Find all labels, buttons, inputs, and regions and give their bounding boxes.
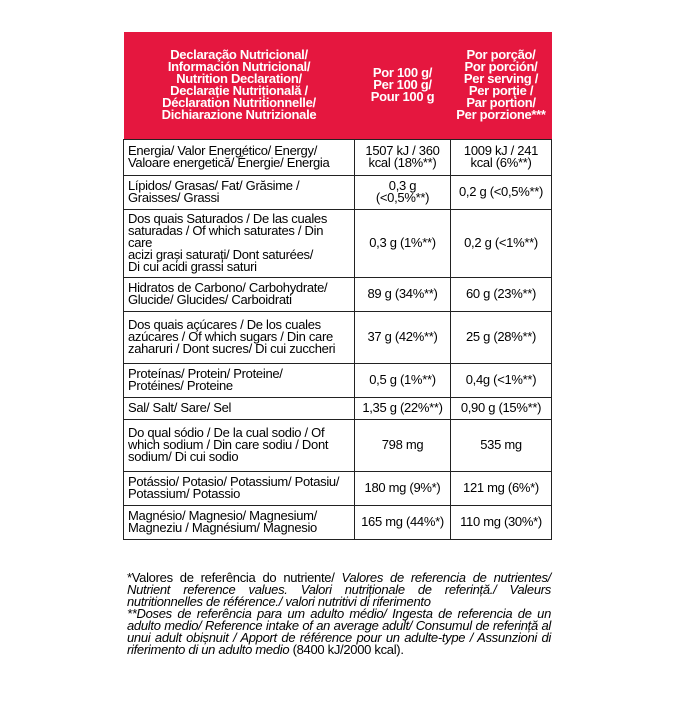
value-per-portion xyxy=(451,505,552,539)
nutrient-name-line: Do qual sódio / De la cual sodio / Of xyxy=(128,425,325,440)
nutrient-name-line: Protéines/ Proteine xyxy=(128,378,233,393)
value-per-100g-line: 0,5 g (1%**) xyxy=(369,372,436,387)
per-100g-line: Per 100 g/ xyxy=(373,77,432,93)
value-per-portion-line: 121 mg (6%*) xyxy=(463,480,539,495)
value-per-100g xyxy=(355,363,451,397)
declaration-line: Declaração Nutricional/ xyxy=(170,47,308,63)
value-per-portion-line: kcal (6%**) xyxy=(470,155,532,170)
value-per-portion-line: 25 g (28%**) xyxy=(465,329,537,344)
value-per-100g xyxy=(355,277,451,311)
nutrient-name-line: zaharuri / Dont sucres/ Di cui zuccheri xyxy=(128,341,336,356)
nutrient-name-line: saturadas / Of which saturates / Din care xyxy=(128,223,324,250)
table-row xyxy=(124,139,552,175)
nutrient-name xyxy=(124,139,355,175)
value-per-portion-line: 0,4g (<1%**) xyxy=(465,372,537,387)
nutrient-name-line: Magnésio/ Magnesio/ Magnesium/ xyxy=(128,508,317,523)
header-declaration xyxy=(124,32,355,139)
value-per-100g xyxy=(355,175,451,209)
footnote-double-end: (8400 kJ/2000 kcal). xyxy=(289,642,404,657)
nutrient-name xyxy=(124,277,355,311)
value-per-portion xyxy=(451,209,552,277)
table-row xyxy=(124,209,552,277)
footnote-single-asterisk xyxy=(127,572,551,608)
per-portion-line: Por porção/ xyxy=(466,47,536,63)
nutrient-name-line: Dos quais açúcares / De los cuales xyxy=(128,317,321,332)
value-per-100g-line: 1,35 g (22%**) xyxy=(362,400,443,415)
per-portion-line: Per porzione*** xyxy=(456,107,546,123)
value-per-100g xyxy=(355,419,451,471)
footnote-double-asterisk xyxy=(127,608,551,656)
nutrient-name-line: Proteínas/ Protein/ Proteine/ xyxy=(128,366,283,381)
nutrient-name-line: Dos quais Saturados / De las cuales xyxy=(128,211,328,226)
value-per-100g xyxy=(355,209,451,277)
nutrient-name-line: Di cui acidi grassi saturi xyxy=(128,259,257,274)
nutrient-name-line: Glucide/ Glucides/ Carboidrati xyxy=(128,292,292,307)
value-per-portion xyxy=(451,175,552,209)
footnote-single-italic: Valores de referencia de nutrientes/ Nutrient reference values. Valori nutriționale de referință./ Valeurs nutritionnelles de référence./ valori nutritivi di riferimento xyxy=(127,570,551,609)
value-per-100g-line: kcal (18%**) xyxy=(368,155,437,170)
value-per-100g-line: 798 mg xyxy=(381,437,424,452)
table-row xyxy=(124,419,552,471)
table-row xyxy=(124,277,552,311)
value-per-100g-line: (<0,5%**) xyxy=(375,190,430,205)
nutrient-name-line: Lípidos/ Grasas/ Fat/ Grăsime / xyxy=(128,178,300,193)
value-per-100g-line: 37 g (42%**) xyxy=(367,329,438,344)
nutrient-name xyxy=(124,471,355,505)
nutrient-name-line: Valoare energetică/ Énergie/ Energia xyxy=(128,155,330,170)
table-row xyxy=(124,397,552,419)
value-per-portion-line: 110 mg (30%*) xyxy=(460,514,542,529)
value-per-portion xyxy=(451,419,552,471)
value-per-100g-line: 165 mg (44%*) xyxy=(361,514,444,529)
declaration-line: Nutrition Declaration/ xyxy=(176,71,302,87)
value-per-portion xyxy=(451,397,552,419)
nutrient-name-line: Potássio/ Potasio/ Potassium/ Potasiu/ xyxy=(128,474,340,489)
per-portion-line: Por porción/ xyxy=(464,59,538,75)
value-per-portion-line: 535 mg xyxy=(480,437,522,452)
value-per-100g-line: 0,3 g (1%**) xyxy=(369,235,436,250)
table-body xyxy=(124,139,552,539)
per-100g-line: Por 100 g/ xyxy=(372,65,433,81)
nutrient-name-line: Energia/ Valor Energético/ Energy/ xyxy=(128,143,318,158)
value-per-100g-line: 180 mg (9%*) xyxy=(364,480,441,495)
nutrient-name xyxy=(124,363,355,397)
per-100g-line: Pour 100 g xyxy=(370,89,435,105)
nutrient-name-line: Hidratos de Carbono/ Carbohydrate/ xyxy=(128,280,328,295)
nutrition-table xyxy=(123,32,552,540)
value-per-100g xyxy=(355,311,451,363)
nutrient-name xyxy=(124,175,355,209)
table-row xyxy=(124,175,552,209)
value-per-portion-line: 0,2 g (<0,5%**) xyxy=(458,184,544,199)
nutrition-label xyxy=(123,32,551,540)
value-per-portion xyxy=(451,363,552,397)
value-per-portion xyxy=(451,139,552,175)
value-per-100g xyxy=(355,505,451,539)
table-row xyxy=(124,471,552,505)
nutrient-name xyxy=(124,419,355,471)
declaration-line: Información Nutricional/ xyxy=(167,59,311,75)
nutrient-name-line: Sal/ Salt/ Sare/ Sel xyxy=(128,400,232,415)
nutrient-name-line: azúcares / Of which sugars / Din care xyxy=(128,329,333,344)
value-per-100g xyxy=(355,139,451,175)
declaration-line: Declarație Nutrițională / xyxy=(170,83,308,99)
value-per-portion-line: 60 g (23%**) xyxy=(465,286,537,301)
nutrient-name xyxy=(124,311,355,363)
footnotes xyxy=(127,572,551,656)
value-per-portion xyxy=(451,277,552,311)
table-row xyxy=(124,363,552,397)
nutrient-name-line: Graisses/ Grassi xyxy=(128,190,220,205)
value-per-100g-line: 0,3 g xyxy=(388,178,417,193)
value-per-100g xyxy=(355,471,451,505)
value-per-100g xyxy=(355,397,451,419)
value-per-100g-line: 89 g (34%**) xyxy=(367,286,438,301)
nutrient-name-line: acizi grași saturați/ Dont saturées/ xyxy=(128,247,314,262)
per-portion-line: Per serving / xyxy=(463,71,539,87)
nutrient-name xyxy=(124,397,355,419)
table-header-row xyxy=(124,32,552,139)
nutrient-name-line: Magneziu / Magnésium/ Magnesio xyxy=(128,520,317,535)
header-per-100g xyxy=(355,32,451,139)
declaration-line: Déclaration Nutritionnelle/ xyxy=(162,95,316,111)
value-per-portion-line: 0,2 g (<1%**) xyxy=(464,235,538,250)
nutrient-name-line: sodium/ Di cui sodio xyxy=(128,449,239,464)
footnote-double-italic: **Doses de referência para um adulto médio/ Ingesta de referencia de un adulto medio/ Reference intake of an average adult/ Consumul de referință al unui adult obișnuit / Apport de référence pour un adulte-type / Assunzioni di riferimento di un adulto medio xyxy=(127,606,551,657)
declaration-line: Dichiarazione Nutrizionale xyxy=(161,107,317,123)
nutrient-name xyxy=(124,209,355,277)
nutrient-name xyxy=(124,505,355,539)
table-row xyxy=(124,505,552,539)
value-per-portion-line: 1009 kJ / 241 xyxy=(463,143,539,158)
value-per-100g-line: 1507 kJ / 360 xyxy=(365,143,440,158)
value-per-portion xyxy=(451,311,552,363)
nutrient-name-line: which sodium / Din care sodiu / Dont xyxy=(128,437,329,452)
value-per-portion-line: 0,90 g (15%**) xyxy=(460,400,542,415)
footnote-single-start: *Valores de referência do nutriente/ xyxy=(127,570,342,585)
header-per-portion xyxy=(451,32,552,139)
nutrient-name-line: Potassium/ Potassio xyxy=(128,486,241,501)
per-portion-line: Par portion/ xyxy=(466,95,536,111)
value-per-portion xyxy=(451,471,552,505)
table-row xyxy=(124,311,552,363)
per-portion-line: Per porție / xyxy=(468,83,534,99)
